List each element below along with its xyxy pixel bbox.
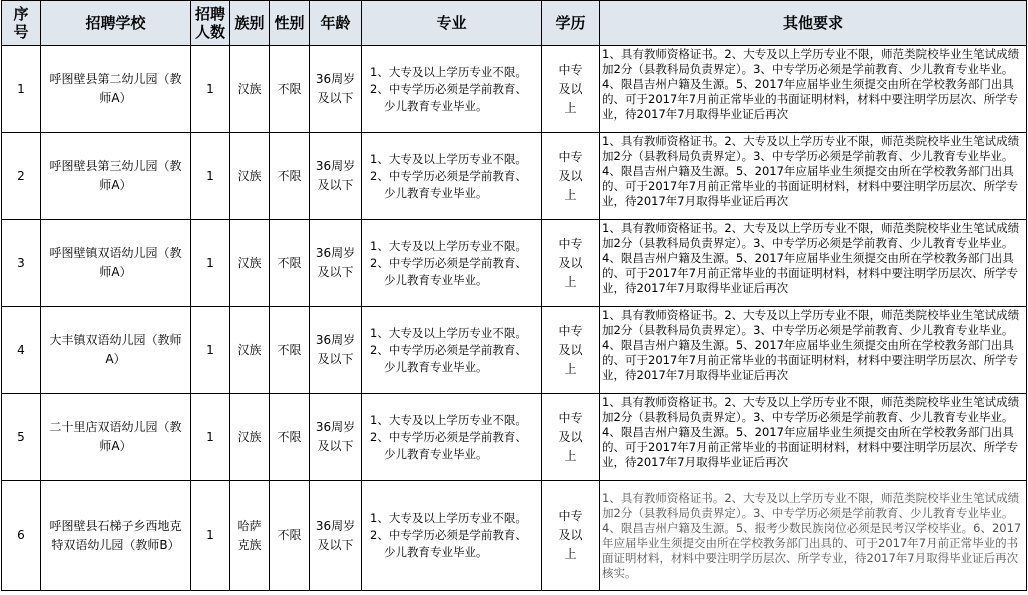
row-ethnicity: 汉族	[230, 220, 270, 307]
table-row	[2, 394, 1027, 481]
header-ethnicity: 族别	[230, 1, 270, 46]
table-row	[2, 307, 1027, 394]
table-row	[2, 133, 1027, 220]
row-gender: 不限	[270, 133, 310, 220]
row-requirements: 1、具有教师资格证书。2、大专及以上学历专业不限，师范类院校毕业生笔试成绩加2分（县教科局负责界定）。3、中专学历必须是学前教育、少儿教育专业毕业。4、限昌吉州户籍及生源。5、报考少数民族岗位必须是民考汉学校毕业。6、2017年应届毕业生须提交由所在学校教务部门出具的、可于2017年7月前正常毕业的书面证明材料，材料中要注明学历层次、所学专业，待2017年7月取得毕业证后再次核实。	[600, 481, 1027, 591]
major-line: 少儿教育专业毕业。	[384, 359, 488, 374]
row-seq: 6	[2, 481, 41, 591]
row-seq: 5	[2, 394, 41, 481]
row-count: 1	[191, 307, 230, 394]
major-line: 2、中专学历必须是学前教育、	[370, 255, 527, 270]
major-line: 1、大专及以上学历专业不限。	[370, 238, 527, 253]
row-major	[362, 307, 542, 394]
major-line: 1、大专及以上学历专业不限。	[370, 511, 527, 525]
table-row	[2, 220, 1027, 307]
row-count: 1	[191, 481, 230, 591]
row-count: 1	[191, 133, 230, 220]
header-other: 其他要求	[600, 1, 1027, 46]
row-major	[362, 481, 542, 591]
row-seq: 3	[2, 220, 41, 307]
major-line: 少儿教育专业毕业。	[384, 98, 488, 113]
table-row	[2, 46, 1027, 133]
row-school: 呼图壁县石梯子乡西地克特双语幼儿园（教师B）	[41, 481, 191, 591]
row-school: 呼图壁镇双语幼儿园（教师A）	[41, 220, 191, 307]
row-gender: 不限	[270, 46, 310, 133]
header-major: 专业	[362, 1, 542, 46]
row-age: 36周岁及以下	[310, 481, 362, 591]
row-seq: 1	[2, 46, 41, 133]
row-requirements: 1、具有教师资格证书。2、大专及以上学历专业不限，师范类院校毕业生笔试成绩加2分（县教科局负责界定）。3、中专学历必须是学前教育、少儿教育专业毕业。4、限昌吉州户籍及生源。5、2017年应届毕业生须提交由所在学校教务部门出具的、可于2017年7月前正常毕业的书面证明材料，材料中要注明学历层次、所学专业，待2017年7月取得毕业证后再次	[600, 133, 1027, 220]
row-education: 中专及以上	[542, 394, 600, 481]
row-count: 1	[191, 46, 230, 133]
major-line: 1、大专及以上学历专业不限。	[370, 412, 527, 427]
row-gender: 不限	[270, 307, 310, 394]
row-seq: 2	[2, 133, 41, 220]
major-line: 2、中专学历必须是学前教育、	[370, 429, 527, 444]
header-school: 招聘学校	[41, 1, 191, 46]
header-count: 招聘人数	[191, 1, 230, 46]
major-line: 少儿教育专业毕业。	[384, 545, 488, 559]
row-major	[362, 46, 542, 133]
row-ethnicity: 汉族	[230, 46, 270, 133]
row-age: 36周岁及以下	[310, 394, 362, 481]
row-age: 36周岁及以下	[310, 220, 362, 307]
row-education: 中专及以上	[542, 133, 600, 220]
row-education: 中专及以上	[542, 46, 600, 133]
row-seq: 4	[2, 307, 41, 394]
major-line: 2、中专学历必须是学前教育、	[370, 81, 527, 96]
row-ethnicity: 汉族	[230, 394, 270, 481]
table-row	[2, 481, 1027, 591]
row-gender: 不限	[270, 394, 310, 481]
row-age: 36周岁及以下	[310, 133, 362, 220]
row-education: 中专及以上	[542, 481, 600, 591]
row-gender: 不限	[270, 481, 310, 591]
major-line: 1、大专及以上学历专业不限。	[370, 64, 527, 79]
row-major	[362, 394, 542, 481]
major-line: 2、中专学历必须是学前教育、	[370, 168, 527, 183]
header-seq: 序号	[2, 1, 41, 46]
row-education: 中专及以上	[542, 220, 600, 307]
row-count: 1	[191, 220, 230, 307]
row-major	[362, 133, 542, 220]
row-major	[362, 220, 542, 307]
header-row	[2, 1, 1027, 46]
row-ethnicity: 哈萨克族	[230, 481, 270, 591]
row-ethnicity: 汉族	[230, 307, 270, 394]
row-requirements: 1、具有教师资格证书。2、大专及以上学历专业不限，师范类院校毕业生笔试成绩加2分（县教科局负责界定）。3、中专学历必须是学前教育、少儿教育专业毕业。4、限昌吉州户籍及生源。5、2017年应届毕业生须提交由所在学校教务部门出具的、可于2017年7月前正常毕业的书面证明材料，材料中要注明学历层次、所学专业，待2017年7月取得毕业证后再次	[600, 307, 1027, 394]
major-line: 少儿教育专业毕业。	[384, 446, 488, 461]
header-age: 年龄	[310, 1, 362, 46]
row-count: 1	[191, 394, 230, 481]
major-line: 2、中专学历必须是学前教育、	[370, 528, 527, 542]
row-ethnicity: 汉族	[230, 133, 270, 220]
row-age: 36周岁及以下	[310, 307, 362, 394]
header-education: 学历	[542, 1, 600, 46]
row-age: 36周岁及以下	[310, 46, 362, 133]
row-school: 呼图壁县第二幼儿园（教师A）	[41, 46, 191, 133]
recruitment-table	[1, 0, 1027, 591]
row-school: 大丰镇双语幼儿园（教师A）	[41, 307, 191, 394]
row-gender: 不限	[270, 220, 310, 307]
major-line: 2、中专学历必须是学前教育、	[370, 342, 527, 357]
row-school: 二十里店双语幼儿园（教师A）	[41, 394, 191, 481]
major-line: 少儿教育专业毕业。	[384, 272, 488, 287]
row-requirements: 1、具有教师资格证书。2、大专及以上学历专业不限，师范类院校毕业生笔试成绩加2分（县教科局负责界定）。3、中专学历必须是学前教育、少儿教育专业毕业。4、限昌吉州户籍及生源。5、2017年应届毕业生须提交由所在学校教务部门出具的、可于2017年7月前正常毕业的书面证明材料，材料中要注明学历层次、所学专业，待2017年7月取得毕业证后再次	[600, 46, 1027, 133]
row-school: 呼图壁县第三幼儿园（教师A）	[41, 133, 191, 220]
row-requirements: 1、具有教师资格证书。2、大专及以上学历专业不限，师范类院校毕业生笔试成绩加2分（县教科局负责界定）。3、中专学历必须是学前教育、少儿教育专业毕业。4、限昌吉州户籍及生源。5、2017年应届毕业生须提交由所在学校教务部门出具的、可于2017年7月前正常毕业的书面证明材料，材料中要注明学历层次、所学专业，待2017年7月取得毕业证后再次	[600, 394, 1027, 481]
major-line: 1、大专及以上学历专业不限。	[370, 151, 527, 166]
row-education: 中专及以上	[542, 307, 600, 394]
header-gender: 性别	[270, 1, 310, 46]
major-line: 少儿教育专业毕业。	[384, 185, 488, 200]
major-line: 1、大专及以上学历专业不限。	[370, 325, 527, 340]
row-requirements: 1、具有教师资格证书。2、大专及以上学历专业不限，师范类院校毕业生笔试成绩加2分（县教科局负责界定）。3、中专学历必须是学前教育、少儿教育专业毕业。4、限昌吉州户籍及生源。5、2017年应届毕业生须提交由所在学校教务部门出具的、可于2017年7月前正常毕业的书面证明材料，材料中要注明学历层次、所学专业，待2017年7月取得毕业证后再次	[600, 220, 1027, 307]
